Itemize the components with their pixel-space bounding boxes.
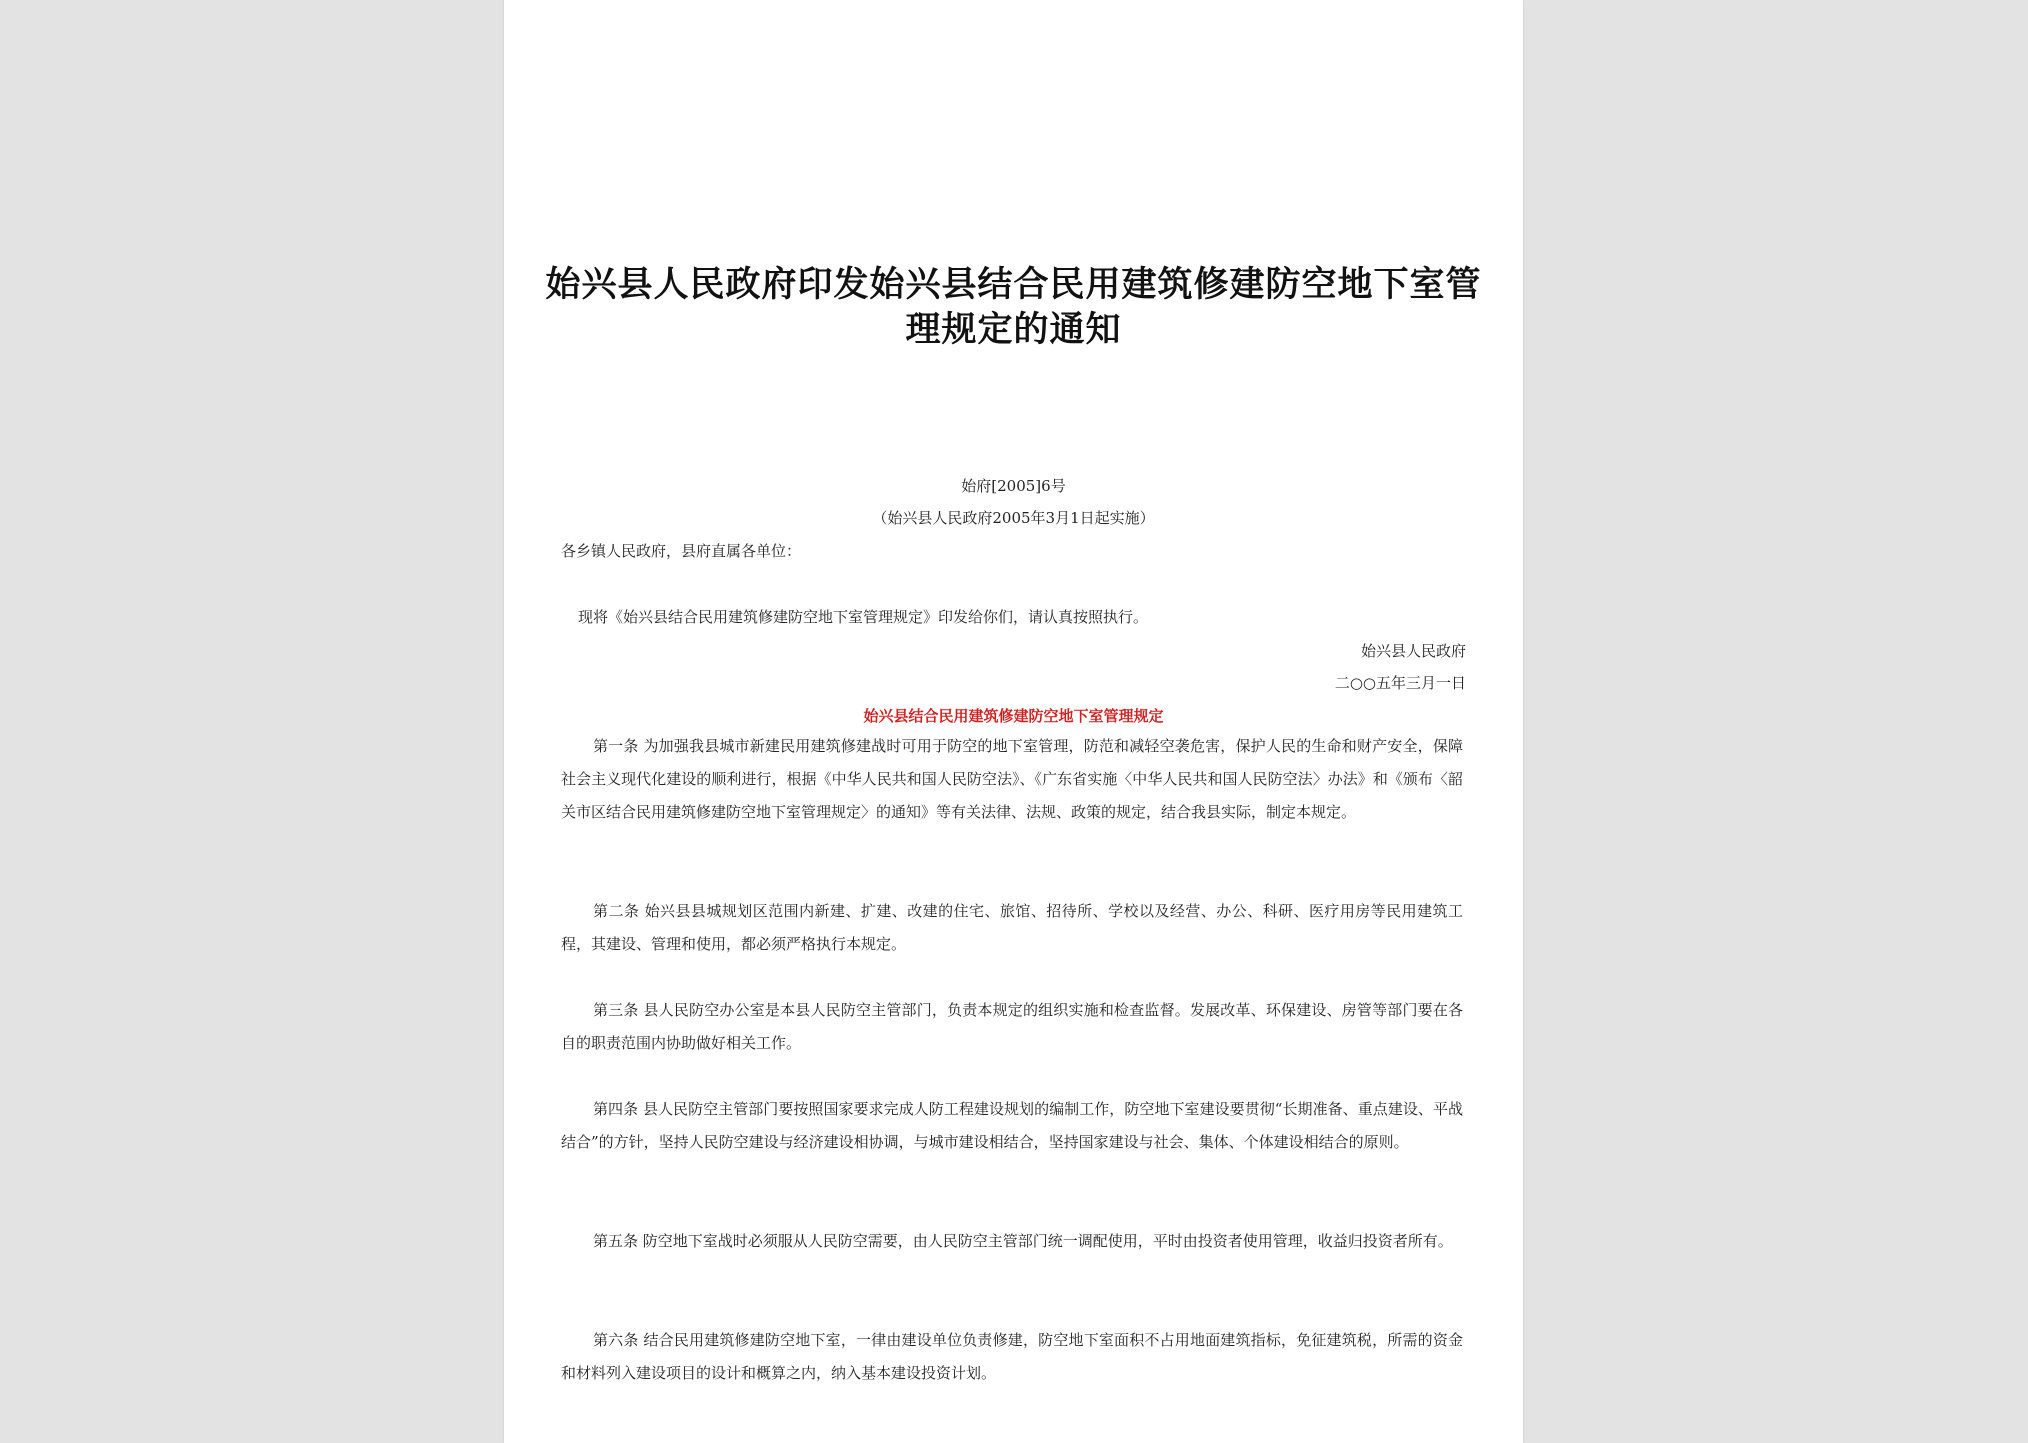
regulation-title: 始兴县结合民用建筑修建防空地下室管理规定 xyxy=(863,707,1164,725)
document-title: 始兴县人民政府印发始兴县结合民用建筑修建防空地下室管理规定的通知 xyxy=(545,264,1482,350)
signature-date: 二○○五年三月一日 xyxy=(1334,674,1466,692)
signature-organization: 始兴县人民政府 xyxy=(1360,642,1466,660)
article-2: 第二条 始兴县县城规划区范围内新建、扩建、改建的住宅、旅馆、招待所、学校以及经营、办公、科研、医疗用房等民用建筑工程，其建设、管理和使用，都必须严格执行本规定。 xyxy=(561,902,1463,953)
effective-date-note: （始兴县人民政府2005年3月1日起实施） xyxy=(872,509,1155,527)
intro-paragraph: 现将《始兴县结合民用建筑修建防空地下室管理规定》印发给你们，请认真按照执行。 xyxy=(578,608,1149,626)
article-6: 第六条 结合民用建筑修建防空地下室，一律由建设单位负责修建，防空地下室面积不占用地面建筑指标，免征建筑税，所需的资金和材料列入建设项目的设计和概算之内，纳入基本建设投资计划。 xyxy=(561,1331,1463,1382)
document-page xyxy=(504,0,1523,1443)
document-number: 始府[2005]6号 xyxy=(961,477,1066,495)
article-3: 第三条 县人民防空办公室是本县人民防空主管部门，负责本规定的组织实施和检查监督。发展改革、环保建设、房管等部门要在各自的职责范围内协助做好相关工作。 xyxy=(561,1001,1463,1052)
addressee: 各乡镇人民政府，县府直属各单位： xyxy=(561,542,802,560)
article-4: 第四条 县人民防空主管部门要按照国家要求完成人防工程建设规划的编制工作，防空地下室建设要贯彻“长期准备、重点建设、平战结合”的方针，坚持人民防空建设与经济建设相协调，与城市建设相结合，坚持国家建设与社会、集体、个体建设相结合的原则。 xyxy=(561,1100,1463,1151)
article-5: 第五条 防空地下室战时必须服从人民防空需要，由人民防空主管部门统一调配使用，平时由投资者使用管理，收益归投资者所有。 xyxy=(593,1232,1453,1250)
article-1: 第一条 为加强我县城市新建民用建筑修建战时可用于防空的地下室管理，防范和减轻空袭危害，保护人民的生命和财产安全，保障社会主义现代化建设的顺利进行，根据《中华人民共和国人民防空法》、《广东省实施〈中华人民共和国人民防空法〉办法》和《颁布〈韶关市区结合民用建筑修建防空地下室管理规定〉的通知》等有关法律、法规、政策的规定，结合我县实际，制定本规定。 xyxy=(561,737,1463,821)
